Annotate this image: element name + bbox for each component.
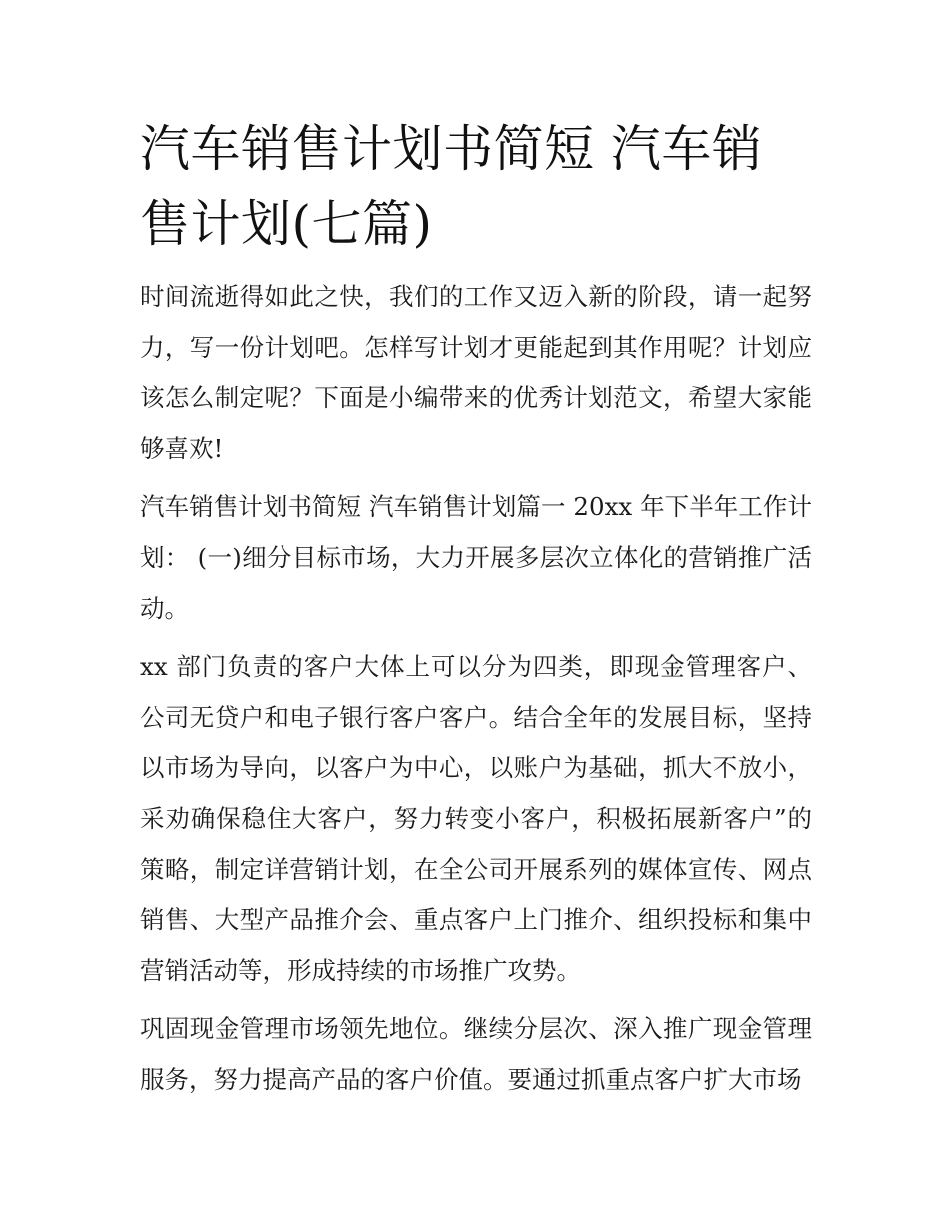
document-page xyxy=(140,112,812,1106)
paragraph-cash-management: 巩固现金管理市场领先地位。继续分层次、深入推广现金管理服务，努力提高产品的客户价值。要通过抓重点客户扩大市场 xyxy=(140,1014,812,1094)
paragraph-customers: xx 部门负责的客户大体上可以分为四类，即现金管理客户、公司无贷户和电子银行客户客户。结合全年的发展目标，坚持以市场为导向，以客户为中心，以账户为基础，抓大不放小，采劝确保稳住大客户，努力转变小客户，积极拓展新客户”的策略，制定详营销计划，在全公司开展系列的媒体宣传、网点销售、大型产品推介会、重点客户上门推介、组织投标和集中营销活动等，形成持续的市场推广攻势。 xyxy=(140,652,812,985)
paragraph-plan-one: 汽车销售计划书简短 汽车销售计划篇一 20xx 年下半年工作计划： (一)细分目标市场，大力开展多层次立体化的营销推广活动。 xyxy=(140,492,812,623)
paragraph-intro: 时间流逝得如此之快，我们的工作又迈入新的阶段，请一起努力，写一份计划吧。怎样写计划才更能起到其作用呢？计划应该怎么制定呢？下面是小编带来的优秀计划范文，希望大家能够喜欢! xyxy=(140,282,812,463)
document-title: 汽车销售计划书简短 汽车销售计划(七篇) xyxy=(140,120,763,253)
